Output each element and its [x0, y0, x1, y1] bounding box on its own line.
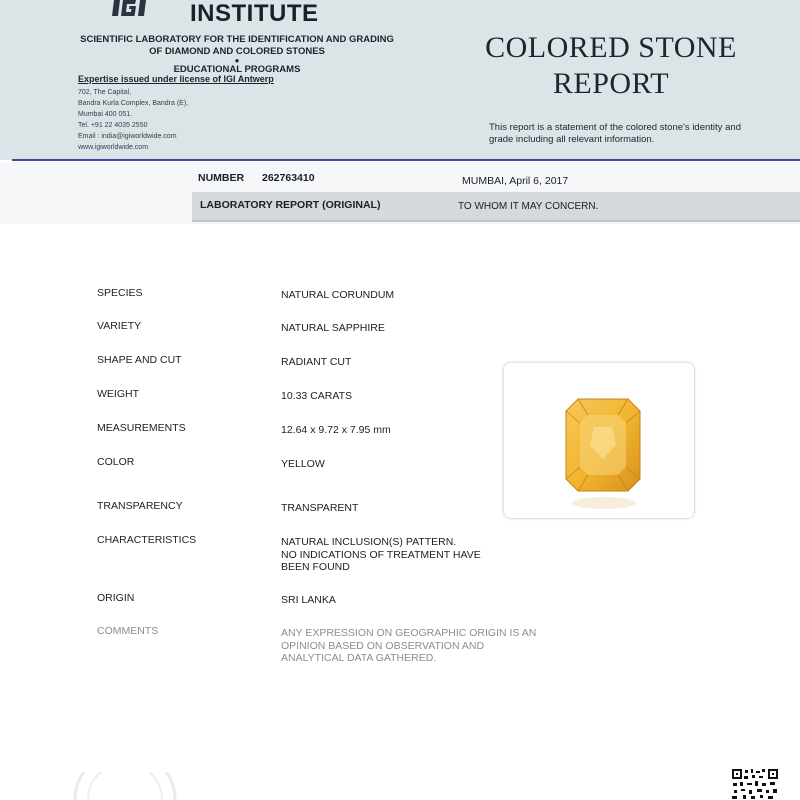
comments-value: [281, 627, 536, 665]
address-block: [78, 87, 188, 153]
origin-value: SRI LANKA: [281, 594, 336, 606]
measurements-label: MEASUREMENTS: [97, 422, 186, 434]
characteristics-value: [281, 536, 481, 574]
weight-label: WEIGHT: [97, 388, 139, 400]
color-label: COLOR: [97, 456, 135, 468]
report-description: This report is a statement of the colored stone's identity and grade including all relevant information.: [489, 122, 741, 145]
to-whom-text: TO WHOM IT MAY CONCERN.: [458, 201, 599, 212]
lab-description-line: SCIENTIFIC LABORATORY FOR THE IDENTIFICATION AND GRADING: [80, 34, 394, 45]
institute-title: INSTITUTE: [190, 0, 319, 27]
lab-report-label: LABORATORY REPORT (ORIGINAL): [200, 199, 381, 211]
measurements-value: 12.64 x 9.72 x 7.95 mm: [281, 424, 391, 436]
address-line: Bandra Kurla Complex, Bandra (E),: [78, 100, 189, 107]
transparency-value: TRANSPARENT: [281, 502, 359, 514]
report-title-line: COLORED STONE: [485, 31, 737, 64]
shape-value: RADIANT CUT: [281, 356, 352, 368]
variety-value: NATURAL SAPPHIRE: [281, 322, 385, 334]
number-label: NUMBER: [198, 172, 245, 184]
characteristics-line: BEEN FOUND: [281, 561, 350, 573]
address-line: Tel. +91 22 4035 2550: [78, 122, 148, 129]
characteristics-line: NATURAL INCLUSION(S) PATTERN.: [281, 536, 457, 548]
address-line: Mumbai 400 051.: [78, 111, 133, 118]
characteristics-line: NO INDICATIONS OF TREATMENT HAVE: [281, 548, 481, 561]
weight-value: 10.33 CARATS: [281, 390, 353, 402]
shape-label: SHAPE AND CUT: [97, 354, 182, 366]
comments-line: ANY EXPRESSION ON GEOGRAPHIC ORIGIN IS AN: [281, 627, 537, 639]
transparency-label: TRANSPARENCY: [97, 500, 183, 512]
color-value: YELLOW: [281, 458, 325, 470]
address-line: 702, The Capital,: [78, 89, 132, 96]
qr-code-icon: [731, 768, 779, 800]
stone-photo: [503, 362, 695, 519]
variety-label: VARIETY: [97, 320, 142, 332]
report-title-line: REPORT: [552, 67, 670, 100]
address-line: Email : india@igiworldwide.com: [78, 133, 177, 140]
lab-description-line: EDUCATIONAL PROGRAMS: [173, 64, 301, 75]
lab-description-line: OF DIAMOND AND COLORED STONES: [149, 46, 325, 57]
report-title: [456, 30, 766, 102]
species-label: SPECIES: [97, 287, 143, 299]
origin-label: ORIGIN: [97, 592, 135, 604]
species-value: NATURAL CORUNDUM: [281, 289, 395, 301]
comments-line: OPINION BASED ON OBSERVATION AND: [281, 639, 485, 652]
comments-label: COMMENTS: [97, 625, 159, 637]
address-line: www.igiworldwide.com: [78, 144, 149, 151]
comments-line: ANALYTICAL DATA GATHERED.: [281, 652, 437, 664]
gemstone-icon: [504, 363, 694, 518]
place-date: MUMBAI, April 6, 2017: [462, 175, 569, 187]
report-number: 262763410: [262, 172, 315, 184]
embossed-seal-icon: [70, 772, 180, 800]
header-divider: [12, 159, 800, 161]
characteristics-label: CHARACTERISTICS: [97, 534, 197, 546]
expertise-note: Expertise issued under license of IGI Antwerp: [78, 74, 274, 84]
igi-logo-icon: [112, 0, 152, 18]
lab-description: [72, 34, 402, 76]
bullet-icon: ●: [234, 56, 240, 65]
